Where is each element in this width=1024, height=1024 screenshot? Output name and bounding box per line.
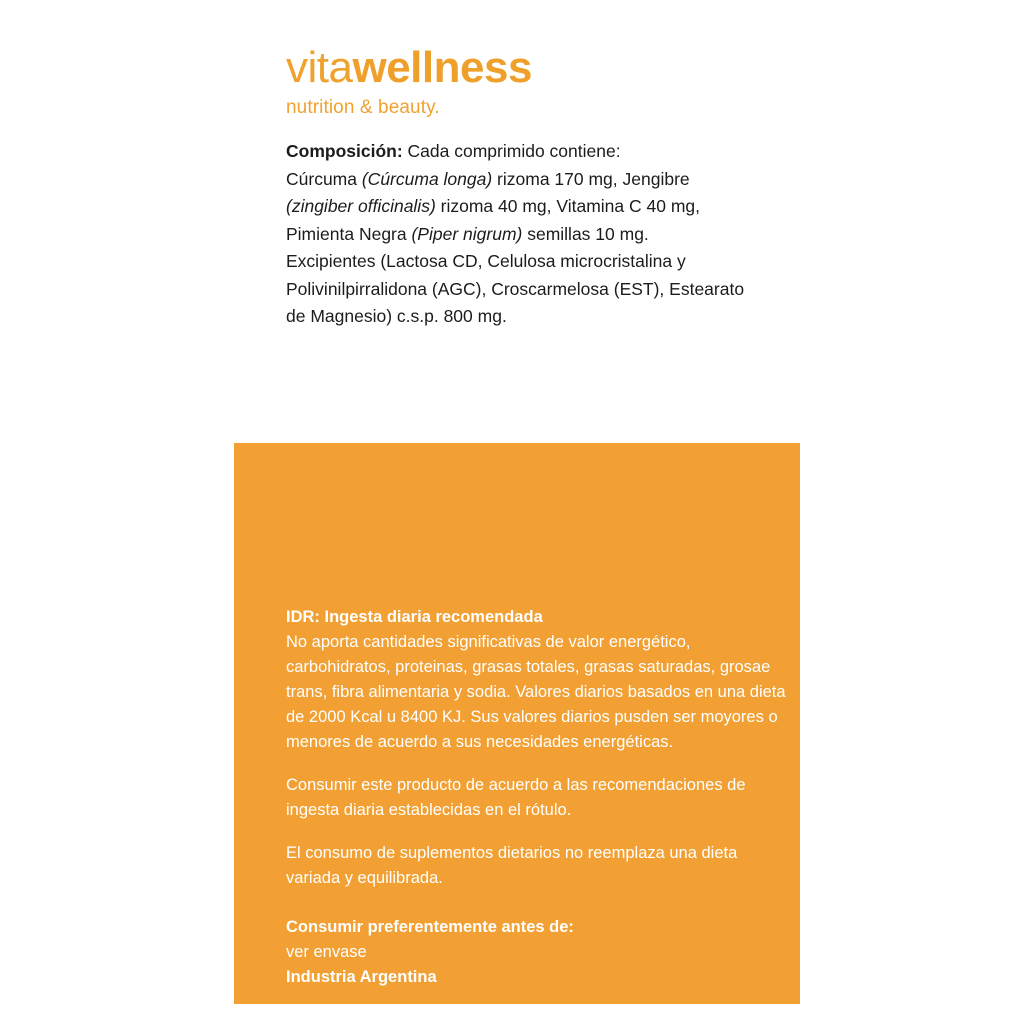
composition-line-italic: (zingiber officinalis): [286, 196, 436, 216]
brand-name-bold: wellness: [352, 43, 532, 92]
panel-text-block: [286, 605, 786, 990]
brand-title: [286, 44, 886, 92]
composition-line: [286, 303, 786, 331]
composition-line-italic: (Cúrcuma longa): [361, 168, 493, 189]
disclaimer-paragraph: El consumo de suplementos dietarios no reemplaza una dieta variada y equilibrada.: [286, 844, 738, 887]
best-before-block: [286, 915, 786, 940]
composition-line-pre: Polivinilpirralidona (AGC), Croscarmelosa (EST), Estearato: [286, 278, 745, 299]
idr-paragraph: No aporta cantidades significativas de valor energético, carbohidratos, proteinas, grasas totales, grasas saturadas, grosae trans, fibra alimentaria y sodia. Valores diarios basados en una dieta de 2000 Kcal u 8400 KJ. Sus valores diarios pusden ser moyores o menores de acuerdo a sus necesidades energéticas.: [286, 633, 786, 751]
composition-line-italic: (Piper nigrum): [411, 223, 523, 244]
best-before-label: Consumir preferentemente antes de:: [286, 918, 574, 936]
orange-info-panel: [234, 443, 800, 1004]
composition-line-pre: Excipientes (Lactosa CD, Celulosa microcristalina y: [286, 251, 686, 271]
composition-line-post: rizoma 40 mg, Vitamina C 40 mg,: [435, 196, 701, 216]
composition-intro: Cada comprimido contiene:: [402, 141, 621, 161]
best-before-value: ver envase: [286, 943, 367, 961]
composition-line-pre: Pimienta Negra: [286, 223, 412, 244]
composition-line-post: rizoma 170 mg, Jengibre: [492, 168, 690, 189]
composition-line-pre: Cúrcuma: [286, 168, 362, 189]
composition-block: [286, 138, 786, 331]
composition-line-post: semillas 10 mg.: [522, 223, 649, 244]
idr-label-text: IDR: Ingesta diaria recomendada: [286, 608, 543, 626]
composition-line: [286, 166, 786, 194]
brand-logo: [286, 44, 886, 120]
composition-line: [286, 276, 786, 304]
origin-line: [286, 965, 786, 990]
brand-name-light: vita: [286, 43, 353, 92]
usage-paragraph: Consumir este producto de acuerdo a las recomendaciones de ingesta diaria establecidas en el rótulo.: [286, 776, 746, 819]
brand-tagline: nutrition & beauty.: [286, 97, 440, 118]
origin-text: Industria Argentina: [286, 968, 437, 986]
composition-label: Composición:: [286, 141, 403, 161]
composition-heading-line: [286, 138, 786, 166]
idr-label: [286, 605, 786, 630]
composition-line: [286, 221, 786, 249]
composition-line: [286, 248, 786, 276]
composition-line-pre: de Magnesio) c.s.p. 800 mg.: [286, 306, 507, 326]
composition-line: [286, 193, 786, 221]
